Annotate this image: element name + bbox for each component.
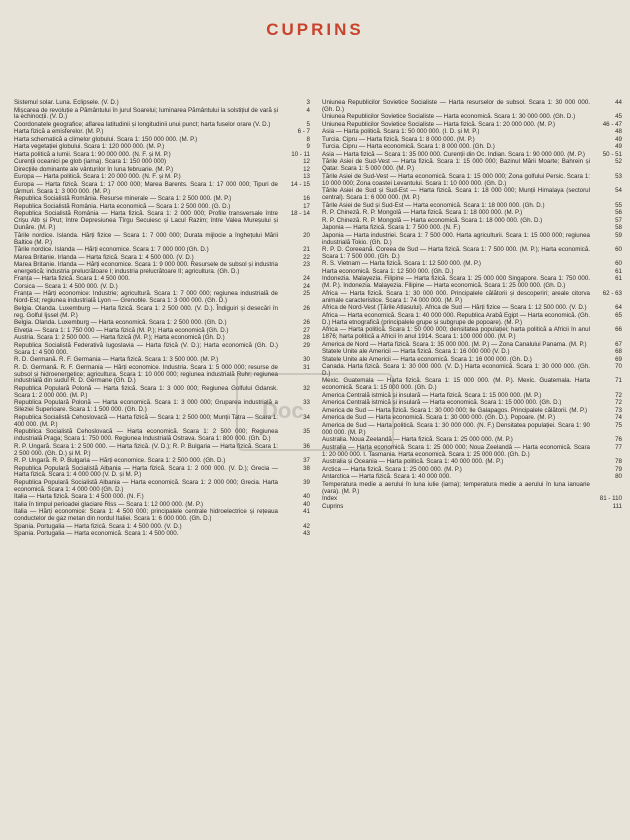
toc-entry-title: Corsica — Scara 1: 4 500 000. (V. D.) <box>14 282 118 290</box>
toc-entry <box>14 182 310 196</box>
toc-entry-title: Țările nordice. Islanda. Hărți fizice — Scara 1: 7 000 000; Durata mijlocie a înghețului Mării Baltice (M. P.) <box>14 231 278 246</box>
toc-entry-title: Uniunea Republicilor Sovietice Socialiste — Harta economică. Scara 1: 30 000 000. (Gh. D.) <box>322 113 576 121</box>
toc-entry-page: 111 <box>612 502 622 510</box>
toc-entry-title: Belgia. Olanda. Luxemburg — Harta economică. Scara 1: 2 500 000. (Gh. D.) <box>14 319 227 327</box>
toc-entry <box>14 291 310 305</box>
toc-entry-title: Statele Unite ale Americii — Harta economică. Scara 1: 16 000 000. (Gh. D.) <box>322 355 532 363</box>
toc-entry-page: 69 <box>615 355 622 363</box>
toc-column-left <box>14 100 310 539</box>
toc-entry-title: Asia — Harta fizică — Scara 1: 35 000 000. Curenții din Oc. Indian. Scara 1: 90 000 000. (M. P.) <box>322 150 585 158</box>
toc-entry-title: R. P. Ungară. Scara 1: 2 500 000. — Harta fizică. (V. D.); R. P. Bulgaria — Harta fizică. Scara 1: 2 500 000. (Gh. D.) și M. P.) <box>14 442 278 457</box>
toc-entry-page: 52 <box>615 158 622 166</box>
toc-entry <box>14 233 310 247</box>
toc-entry-title: Franța — Hărți economice: Industrie; agricultură. Scara 1: 7 000 000; regiunea industrială de Nord-Est; regiunea industrială Lyon — Grenoble. Scara 1: 3 000 000. (Gh. D.) <box>14 290 278 305</box>
toc-entry-title: Australia — Harta economică. Scara 1: 25 000 000; Noua Zeelandă — Harta economică. Scara 1: 20 000 000. I. Tasmania. Harta economică. Scara 1: 25 000 000. (Gh. D.) <box>322 443 590 458</box>
toc-entry-title: Sistemul solar. Luna. Eclipsele. (V. D.) <box>14 99 119 106</box>
toc-entry-title: Curenții oceanici pe glob (iarna). Scara 1: 150 000 000) <box>14 158 167 166</box>
toc-entry-page: 59 <box>615 231 622 239</box>
toc-entry <box>322 188 622 202</box>
toc-entry-page: 34 <box>303 413 310 421</box>
toc-entry-page: 68 <box>615 348 622 356</box>
toc-entry <box>322 174 622 188</box>
toc-entry-page: 40 <box>303 500 310 508</box>
toc-entry <box>322 276 622 290</box>
toc-entry-title: Republica Populară Socialistă Albania — Harta economică. Scara 1: 2 000 000; Grecia. Harta economică. Scara 1: 4 000 000 (Gh. D.) <box>14 478 278 493</box>
toc-entry <box>14 458 310 465</box>
toc-entry-page: 24 <box>303 275 310 283</box>
toc-entry-page: 14 - 15 <box>290 180 310 188</box>
toc-entry <box>322 210 622 217</box>
toc-entry-title: Australia și Oceania — Harta politică. Scara 1: 40 000 000. (M. P.) <box>322 458 504 466</box>
toc-entry-title: Uniunea Republicilor Sovietice Socialiste — Harta resurselor de subsol. Scara 1: 30 000 000. (Gh. D.) <box>322 99 590 113</box>
toc-entry-page: 50 - 51 <box>602 150 622 158</box>
toc-entry <box>322 482 622 496</box>
toc-entry-page: 6 - 7 <box>297 128 310 136</box>
toc-entry-page: 72 <box>615 391 622 399</box>
toc-entry-title: Republica Socialistă România. Resurse minerale — Scara 1: 2 500 000. (M. P.) <box>14 195 232 203</box>
toc-entry-page: 28 <box>303 334 310 342</box>
toc-entry-title: Japonia — Harta industriei. Scara 1: 7 500 000. Harta agriculturii. Scara 1: 15 000 000; regiunea industrială Tokio. (Gh. D.) <box>322 231 590 246</box>
toc-entry-title: R. D. Germană. R. F. Germania — Harta fizică. Scara 1: 3 500 000. (M. P.) <box>14 356 219 364</box>
toc-entry-title: Republica Socialistă Cehoslovacă — Harta fizică — Scara 1: 2 500 000; Munții Tatra — Scara 1: 400 000. (M. P.) <box>14 413 278 428</box>
toc-entry-page: 73 <box>615 406 622 414</box>
toc-entry-page: 17 <box>303 202 310 210</box>
toc-entry-page: 45 <box>615 113 622 121</box>
toc-entry-title: Italia în timpul perioadei glaciare Riss — Scara 1: 12 000 000. (M. P.) <box>14 500 204 508</box>
toc-entry <box>322 496 622 503</box>
toc-entry-page: 76 <box>615 436 622 444</box>
toc-entry-title: Index <box>322 495 338 503</box>
toc-entry-page: 29 <box>303 341 310 349</box>
toc-entry-title: Harta schematică a climelor globului. Scara 1: 150 000 000. (M. P.) <box>14 135 198 143</box>
toc-entry-page: 56 <box>615 209 622 217</box>
toc-entry-title: Harta vegetației globului. Scara 1: 120 000 000. (M. P.) <box>14 143 165 151</box>
toc-entry-page: 8 <box>306 135 310 143</box>
toc-entry-title: Asia — Harta politică. Scara 1: 50 000 000. (I. D. și M. P.) <box>322 128 480 136</box>
toc-entry <box>322 100 622 114</box>
toc-entry-title: Africa — Harta fizică. Scara 1: 30 000 000. Principalele călătorii și descoperiri; areale citorva animale caracteristice. Scara 1: 74 000 000. (M. P.) <box>322 289 590 304</box>
toc-entry-title: Arctica — Harta fizică. Scara 1: 25 000 000. (M. P.) <box>322 465 462 473</box>
toc-entry-title: Africa — Harta economică. Scara 1: 40 000 000. Republica Arabă Egipt — Harta economică. (Gh. D.) Harta etnografică (principalele grupe și subgrupe de popoare). (M. P.) <box>322 311 590 326</box>
toc-entry-page: 66 <box>615 326 622 334</box>
toc-entry-title: Țările Asiei de Sud și Sud-Est — Harta economică. Scara 1: 18 000 000. (Gh. D.) <box>322 201 545 209</box>
toc-entry-page: 12 <box>303 165 310 173</box>
toc-entry-title: Australia. Noua Zeelandă — Harta fizică. Scara 1: 25 000 000. (M. P.) <box>322 436 513 444</box>
toc-entry-title: Franța — Harta fizică. Scara 1: 4 500 000. <box>14 275 130 283</box>
toc-entry-page: 55 <box>615 201 622 209</box>
toc-entry-title: Austria. Scara 1: 2 500 000. — Harta fizică (M. P.); Harta economică (Gh. D.) <box>14 334 225 342</box>
toc-entry-title: Italia — Harta fizică. Scara 1: 4 500 000. (N. F.) <box>14 493 144 501</box>
toc-entry-title: Mișcarea de revoluție a Pământului în jurul Soarelui; luminarea Pământului la solstițiul de vară și la echinocții. (V. D.) <box>14 106 278 121</box>
toc-entry-page: 35 <box>303 428 310 436</box>
toc-entry-title: Direcțiile dominante ale vânturilor în luna februarie. (M. P.) <box>14 165 174 173</box>
toc-entry-page: 23 <box>303 261 310 269</box>
toc-entry-page: 61 <box>615 275 622 283</box>
toc-entry <box>322 504 622 511</box>
toc-entry-title: Turcia. Cipru — Harta economică. Scara 1: 8 000 000. (Gh. D.) <box>322 143 495 151</box>
toc-entry-title: Mexic. Guatemala — Harta fizică. Scara 1: 15 000 000. (M. P.). Mexic. Guatemala. Harta economică. Scara 1: 15 000 000. (Gh. D.) <box>322 377 590 392</box>
toc-entry <box>322 327 622 341</box>
toc-entry-page: 48 <box>615 128 622 136</box>
toc-entry-title: Antarctica — Harta fizică. Scara 1: 40 000 000. <box>322 473 451 481</box>
watermark-text: Doc <box>262 398 304 423</box>
toc-entry <box>14 466 310 480</box>
toc-entry <box>14 108 310 122</box>
toc-entry <box>14 211 310 232</box>
toc-entry <box>322 313 622 327</box>
toc-entry-title: Canada. Harta fizică. Scara 1: 30 000 000. (V. D.) Harta economică. Scara 1: 30 000 000. (Gh. D.) <box>322 363 590 377</box>
toc-entry-page: 60 <box>615 260 622 268</box>
toc-entry-page: 26 <box>303 319 310 327</box>
toc-entry-page: 57 <box>615 216 622 224</box>
toc-entry-title: Turcia. Cipru — Harta fizică. Scara 1: 8 000 000. (M. P.) <box>322 135 475 143</box>
toc-entry-title: Spania. Portugalia — Harta fizică. Scara 1: 4 500 000. (V. D.) <box>14 522 182 530</box>
toc-entry <box>322 159 622 173</box>
toc-entry <box>14 262 310 276</box>
toc-entry-page: 10 - 11 <box>291 150 310 158</box>
page-title: CUPRINS <box>266 20 364 39</box>
toc-entry-title: R. P. Ungară. R. P. Bulgaria — Hărți economice. Scara 1: 2 500 000. (Gh. D.) <box>14 457 226 464</box>
toc-entry-page: 3 <box>306 99 310 106</box>
toc-entry-page: 54 <box>615 187 622 195</box>
toc-entry-title: Țările Asiei de Sud-Vest — Harta fizică. Scara 1: 15 000 000; Bazinul Mării Moarte; Bahrein și Qatar. Scara 1: 5 000 000. (M. P.) <box>322 158 590 173</box>
toc-entry-page: 42 <box>303 522 310 530</box>
toc-entry-page: 38 <box>303 464 310 472</box>
toc-entry-title: America de Sud — Harta politică. Scara 1: 30 000 000. (N. F.) Densitatea populației. Scara 1: 90 000 000. (M. P.) <box>322 421 590 436</box>
toc-entry-title: Coordonatele geografice; aflarea latitudinii și longitudinii unui punct; harta fuselor orare (V. D.) <box>14 120 271 128</box>
toc-entry-page: 20 <box>303 231 310 239</box>
toc-entry-page: 32 <box>303 384 310 392</box>
toc-entry-page: 70 <box>615 363 622 371</box>
toc-entry-title: America de Sud — Harta fizică. Scara 1: 30 000 000; Ile Galapagos. Principalele călătorii. (M. P.) <box>322 406 588 414</box>
toc-entry-title: America Centrală istmică și insulară — Harta economică. Scara 1: 15 000 000. (Gh. D.) <box>322 399 562 407</box>
toc-entry-page: 62 - 63 <box>602 289 622 297</box>
toc-entry-title: Temperatura medie a aerului în luna iulie (iarna); temperatura medie a aerului în luna ianuarie (vara). (M. P.) <box>322 480 590 495</box>
toc-entry-title: Europa — Harta politică. Scara 1: 20 000 000. (N. F. și M. P.) <box>14 173 181 181</box>
toc-entry-title: Indonezia. Malayezia. Filipine — Harta fizică. Scara 1: 25 000 000 Singapore. Scara 1: 750 000. (M. P.). Indonezia. Malayezia. Filipine — Harta economică. Scara 1: 25 000 000. (Gh. D.) <box>322 275 590 290</box>
toc-entry-page: 12 <box>303 158 310 166</box>
toc-entry-page: 24 <box>303 282 310 290</box>
toc-entry <box>14 306 310 320</box>
toc-entry <box>14 100 310 107</box>
toc-entry-page: 75 <box>615 421 622 429</box>
toc-entry-page: 67 <box>615 340 622 348</box>
toc-entry-title: Japonia — Harta fizică. Scara 1: 7 500 000. (N. F.) <box>322 224 461 232</box>
toc-entry-title: America Centrală istmică și insulară — Harta fizică. Scara 1: 15 000 000. (M. P.) <box>322 391 542 399</box>
toc-entry-title: Italia — Hărți economice: Scara 1: 4 500 000; principalele centrale hidroelectrice și rețeaua conductelor de gaz metan din nordul Italiei. Scara 1: 6 000 000. (Gh. D.) <box>14 508 278 523</box>
toc-entry-page: 41 <box>303 508 310 516</box>
toc-entry-page: 81 - 110 <box>599 495 622 503</box>
toc-entry-page: 5 <box>306 120 310 128</box>
toc-entry-title: R. P. Chineză. R. P. Mongolă — Harta economică. Scara 1: 18 000 000. (Gh. D.) <box>322 216 543 224</box>
toc-entry-page: 22 <box>303 253 310 261</box>
toc-entry-title: Africa de Nord-Vest (Țările Atlasului). Africa de Sud — Hărți fizice — Scara 1: 12 500 000. (V. D.) <box>322 304 587 312</box>
toc-entry-title: Țările Asiei de Sud-Vest — Harta economică. Scara 1: 15 000 000; Zona golfului Persic. Scara 1: 10 000 000; Zona coastei Levantului. Scara 1: 10 000 000. (Gh. D.) <box>322 172 590 187</box>
toc-entry-page: 65 <box>615 311 622 319</box>
toc-entry-title: Republica Populară Socialistă Albania — Harta fizică. Scara 1: 2 000 000. (V. D.); Grecia — Harta fizică. Scara 1: 4 000 000 (V. D. și M. P.) <box>14 464 278 479</box>
toc-entry-page: 79 <box>615 465 622 473</box>
toc-entry-title: R. S. Vietnam — Harta fizică. Scara 1: 12 500 000. (M. P.) <box>322 260 481 268</box>
toc-entry-page: 9 <box>306 143 310 151</box>
toc-entry-page: 33 <box>303 399 310 407</box>
toc-entry <box>322 225 622 232</box>
toc-entry <box>322 291 622 305</box>
toc-entry-page: 31 <box>303 363 310 371</box>
toc-entry-title: Harta politică a lumii. Scara 1: 90 000 000. (N. F. și M. P.) <box>14 150 171 158</box>
toc-entry-page: 30 <box>303 356 310 364</box>
toc-entry-title: Republica Socialistă Federativă Iugoslavia — Harta fizică (V. D.); Harta economică (Gh. D.) Scara 1: 4 500 000. <box>14 341 278 356</box>
toc-entry-page: 71 <box>615 377 622 385</box>
toc-entry-page: 49 <box>615 143 622 151</box>
toc-entry-title: Țările Asiei de Sud și Sud-Est — Harta fizică. Scara 1: 18 000 000; Munții Himalaya (sectorul central). Scara 1: 6 000 000. (M. P.) <box>322 187 590 202</box>
toc-entry-page: 21 <box>303 246 310 254</box>
toc-entry-page: 58 <box>615 224 622 232</box>
toc-entry-page: 39 <box>303 478 310 486</box>
toc-entry-title: Elveția — Scara 1: 1 750 000 — Harta fizică (M. P.); Harta economică (Gh. D.) <box>14 326 229 334</box>
toc-entry-page: 26 <box>303 304 310 312</box>
toc-entry-title: Marea Britanie. Irlanda — Harta fizică. Scara 1: 4 500 000. (V. D.) <box>14 253 194 261</box>
toc-entry-title: Republica Populară Polonă — Harta economică. Scara 1: 3 000 000; Gruparea industrială a Sileziei Superioare. Scara 1: 1 500 000. (Gh. D.) <box>14 399 278 414</box>
toc-entry-page: 77 <box>615 443 622 451</box>
toc-entry-title: Republica Populară Polonă — Harta fizică. Scara 1: 3 000 000; Regiunea Golfului Gdansk. Scara 1: 2 000 000. (M. P.) <box>14 384 278 399</box>
toc-entry <box>14 247 310 254</box>
toc-entry-page: 40 <box>303 493 310 501</box>
toc-entry-title: Spania. Portugalia — Harta economică. Scara 1: 4 500 000. <box>14 530 179 538</box>
toc-entry-page: 25 <box>303 290 310 298</box>
toc-entry-title: America de Sud — Harta economică. Scara 1: 30 000 000. (Gh. D.). Popoare. (M. P.) <box>322 414 556 422</box>
toc-entry <box>322 233 622 247</box>
toc-entry <box>14 531 310 538</box>
toc-entry-title: Uniunea Republicilor Sovietice Socialiste — Harta fizică. Scara 1: 20 000 000. (M. P.) <box>322 120 556 128</box>
toc-entry-title: Cuprins <box>322 502 344 510</box>
toc-entry-title: R. P. D. Coreeană. Coreea de Sud — Harta fizică. Scara 1: 7 500 000. (M. P.); Harta economică. Scara 1: 7 500 000. (Gh. D.) <box>322 246 590 260</box>
toc-entry-title: Țările nordice. Islanda — Hărți economice. Scara 1: 7 000 000 (Gh. D.) <box>14 246 209 254</box>
toc-entry-page: 78 <box>615 458 622 466</box>
toc-entry-title: R. D. Germană. R. F. Germania — Hărți economice. Industria. Scara 1: 5 000 000; resurse de subsol și hidroenergetice; agricultura. Scara 1: 10 000 000; regiunea industrială Ruhr; regiunea industrială din sudul R. D. Germane (Gh. D.) <box>14 363 278 385</box>
toc-entry-title: Belgia. Olanda. Luxemburg — Harta fizică. Scara 1: 2 500 000. (V. D.). Îndiguiri și desecări în reg. Golful Ijssel (M. P.) <box>14 304 278 319</box>
toc-entry <box>14 509 310 523</box>
toc-entry <box>322 349 622 356</box>
toc-entry-page: 72 <box>615 399 622 407</box>
toc-entry-page: 43 <box>303 530 310 538</box>
toc-entry-title: Statele Unite ale Americii — Harta fizică. Scara 1: 16 000 000 (V. D.) <box>322 348 510 356</box>
toc-entry-page: 13 <box>303 173 310 181</box>
toc-entry-title: Republica Socialistă România — Harta fizică. Scara 1: 2 000 000; Profile transversale între Crișu Alb și Prut; între Depresiunea Tîrgu Secuiesc și Lacul Razim; între Valea Mureșului și Dunăre. (M. P.) <box>14 210 278 232</box>
toc-entry-title: America de Nord — Harta fizică. Scara 1: 35 000 000. (M. P.) — Zona Canalului Panama. (M. P.) <box>322 340 587 348</box>
toc-entry-page: 49 <box>615 135 622 143</box>
toc-entry-page: 37 <box>303 457 310 464</box>
toc-entry <box>322 247 622 261</box>
toc-entry-page: 4 <box>306 106 310 114</box>
toc-entry-page: 18 - 14 <box>290 210 310 218</box>
toc-entry-page: 46 - 47 <box>602 120 622 128</box>
toc-entry-page: 60 <box>615 246 622 254</box>
toc-entry-title: Marea Britanie. Irlanda — Hărți economice. Scara 1: 9 000 000. Resursele de subsol și industria energetică; industria prelucrătoare I; industria prelucrătoare II; agricultura. (Gh. D.) <box>14 261 278 275</box>
toc-entry-page: 16 <box>303 195 310 203</box>
toc-entry-title: Europa — Harta fizică. Scara 1: 17 000 000; Marea Barents. Scara 1: 17 000 000; Tipuri de țărmuri. Scara 1: 3 000 000. (M. P.) <box>14 180 278 195</box>
toc-entry-page: 44 <box>615 99 622 106</box>
toc-entry-page: 64 <box>615 304 622 312</box>
toc-entry-title: Harta economică. Scara 1: 12 500 000. (Gh. D.) <box>322 267 454 275</box>
toc-entry-page: 74 <box>615 414 622 422</box>
toc-entry-title: Republica Socialistă Cehoslovacă — Harta economică. Scara 1: 2 500 000; Regiunea industrială Praga; Scara 1: 750 000. Regiunea Industrială Ostrava. Scara 1: 800 000. (Gh. D.) <box>14 428 278 443</box>
toc-entry <box>14 480 310 494</box>
toc-entry-title: Harta fizică a emisferelor. (M. P.) <box>14 128 104 136</box>
toc-entry-page: 27 <box>303 326 310 334</box>
toc-entry-page: 53 <box>615 172 622 180</box>
toc-entry-page: 61 <box>615 267 622 275</box>
toc-entry <box>14 343 310 357</box>
toc-entry-page: 36 <box>303 442 310 450</box>
toc-entry-title: Republica Socialistă România. Harta economică — Scara 1: 2 500 000. (G. D.) <box>14 202 231 210</box>
toc-entry-title: R. P. Chineză. R. P. Mongolă — Harta fizică. Scara 1: 18 000 000. (M. P.) <box>322 209 523 217</box>
toc-entry-title: Africa — Harta politică. Scara 1: 50 000 000; densitatea populației; harta politică a Africii în anul 1876; harta politică a Africii în anul 1914. Scara 1: 100 000 000. (M. P.) <box>322 326 590 341</box>
watermark-logo-icon <box>235 372 395 452</box>
toc-entry-page: 80 <box>615 473 622 481</box>
